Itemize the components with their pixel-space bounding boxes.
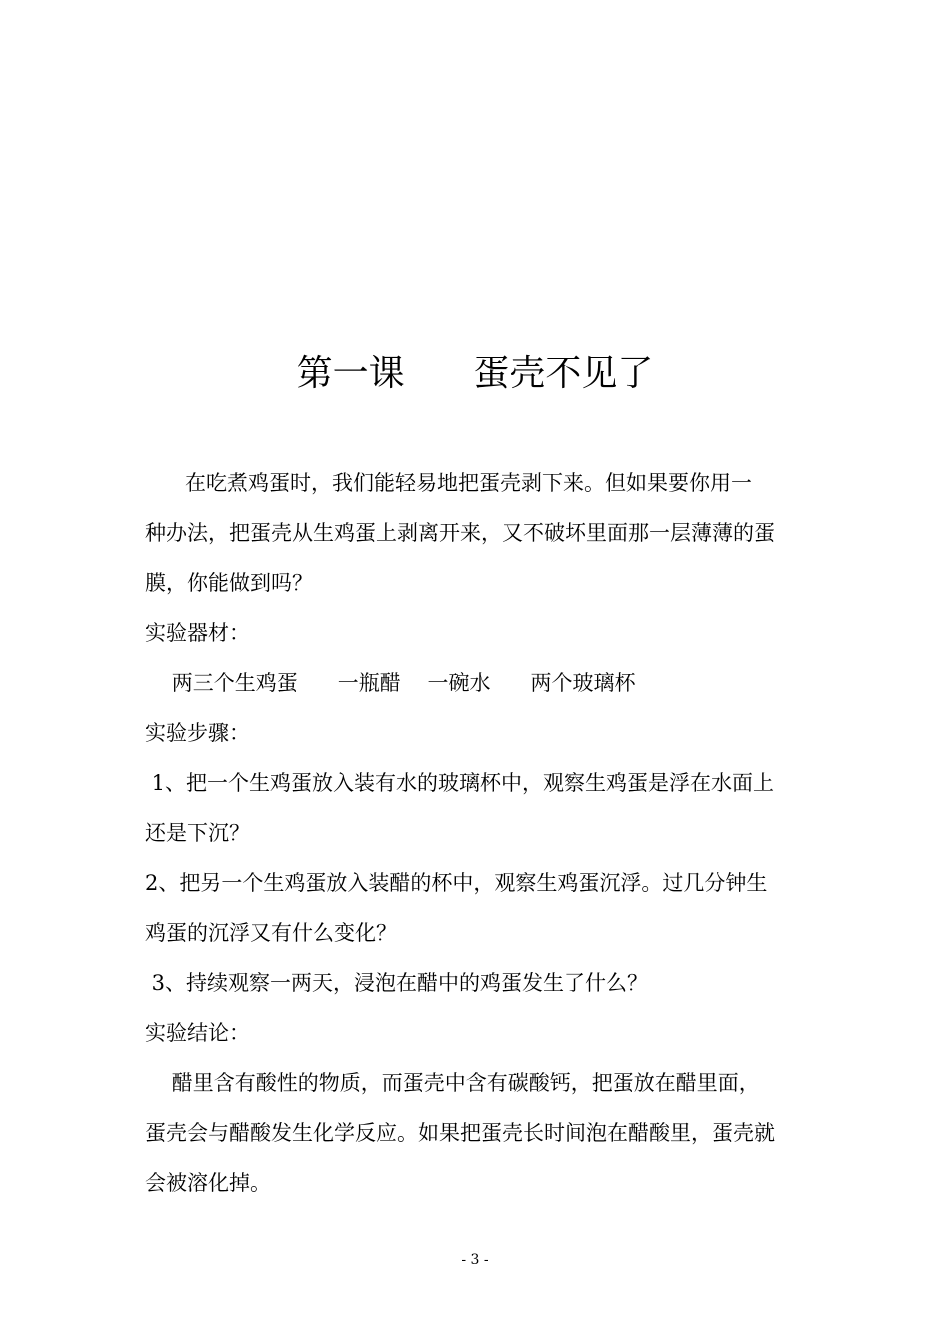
step-line-3: 2、把另一个生鸡蛋放入装醋的杯中，观察生鸡蛋沉浮。过几分钟生 (145, 871, 768, 895)
conclusion-line-2: 蛋壳会与醋酸发生化学反应。如果把蛋壳长时间泡在醋酸里，蛋壳就 (145, 1121, 775, 1145)
page-number: - 3 - (461, 1252, 489, 1268)
intro-line-2: 种办法，把蛋壳从生鸡蛋上剥离开来，又不破坏里面那一层薄薄的蛋 (145, 521, 775, 545)
conclusion-line-3: 会被溶化掉。 (145, 1171, 271, 1195)
step-line-4: 鸡蛋的沉浮又有什么变化？ (145, 921, 397, 945)
conclusion-line-1: 醋里含有酸性的物质，而蛋壳中含有碳酸钙，把蛋放在醋里面， (145, 1071, 760, 1095)
intro-line-1: 在吃煮鸡蛋时，我们能轻易地把蛋壳剥下来。但如果要你用一 (145, 471, 753, 495)
materials-heading: 实验器材： (145, 621, 250, 645)
conclusion-heading: 实验结论： (145, 1021, 250, 1045)
step-line-1: 1、把一个生鸡蛋放入装有水的玻璃杯中，观察生鸡蛋是浮在水面上 (145, 771, 775, 795)
steps-heading: 实验步骤： (145, 721, 250, 745)
lesson-title: 第一课 蛋壳不见了 (296, 353, 654, 394)
step-line-5: 3、持续观察一两天，浸泡在醋中的鸡蛋发生了什么？ (145, 971, 649, 995)
intro-line-3: 膜，你能做到吗？ (145, 571, 313, 595)
step-line-2: 还是下沉？ (145, 821, 250, 845)
materials-list: 两三个生鸡蛋 一瓶醋 一碗水 两个玻璃杯 (145, 671, 636, 695)
